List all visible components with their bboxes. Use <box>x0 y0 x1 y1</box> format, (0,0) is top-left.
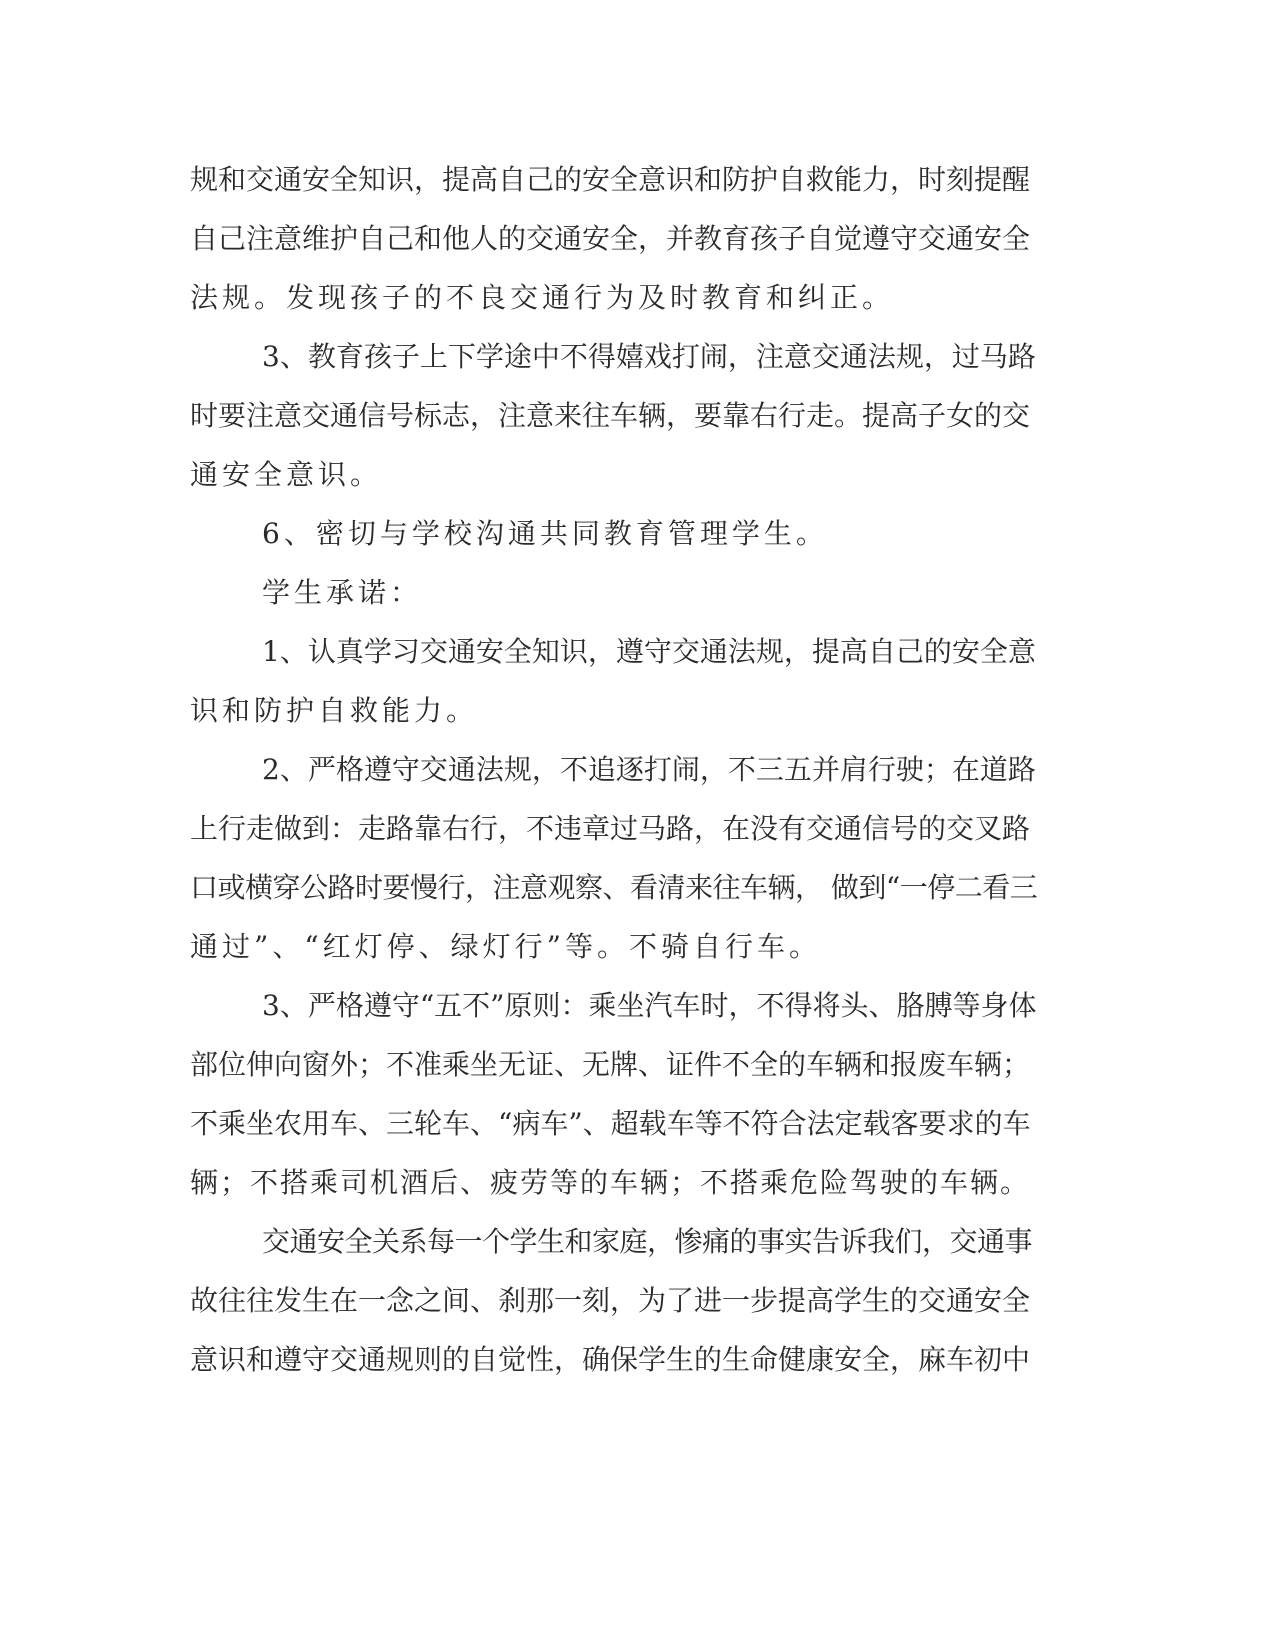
text-line: 6、密切与学校沟通共同教育管理学生。 <box>262 517 828 550</box>
text-line: 3、教育孩子上下学途中不得嬉戏打闹，注意交通法规，过马路 <box>262 340 1036 373</box>
text-line: 自己注意维护自己和他人的交通安全，并教育孩子自觉遵守交通安全 <box>190 222 1031 255</box>
text-line: 交通安全关系每一个学生和家庭，惨痛的事实告诉我们，交通事 <box>262 1225 1033 1258</box>
text-line: 2、严格遵守交通法规，不追逐打闹，不三五并肩行驶；在道路 <box>262 753 1036 786</box>
text-line: 识和防护自救能力。 <box>190 694 479 727</box>
text-line: 辆；不搭乘司机酒后、疲劳等的车辆；不搭乘危险驾驶的车辆。 <box>190 1166 1031 1199</box>
text-line: 口或横穿公路时要慢行，注意观察、看清来往车辆， 做到“一停二看三 <box>190 871 1038 904</box>
section-heading: 学生承诺： <box>262 576 423 609</box>
text-line: 部位伸向窗外；不准乘坐无证、无牌、证件不全的车辆和报废车辆； <box>190 1048 1031 1081</box>
text-line: 上行走做到：走路靠右行，不违章过马路，在没有交通信号的交叉路 <box>190 812 1031 845</box>
text-line: 通过”、“红灯停、绿灯行”等。不骑自行车。 <box>190 930 821 963</box>
text-line: 3、严格遵守“五不”原则：乘坐汽车时，不得将头、胳膊等身体 <box>262 989 1037 1022</box>
text-line: 故往往发生在一念之间、刹那一刻，为了进一步提高学生的交通安全 <box>190 1284 1031 1317</box>
text-line: 时要注意交通信号标志，注意来往车辆，要靠右行走。提高子女的交 <box>190 399 1031 432</box>
text-line: 不乘坐农用车、三轮车、“病车”、超载车等不符合法定载客要求的车 <box>190 1107 1031 1140</box>
text-line: 规和交通安全知识，提高自己的安全意识和防护自救能力，时刻提醒 <box>190 163 1031 196</box>
text-line: 法规。发现孩子的不良交通行为及时教育和纠正。 <box>190 281 895 314</box>
text-line: 1、认真学习交通安全知识，遵守交通法规，提高自己的安全意 <box>262 635 1036 668</box>
text-line: 通安全意识。 <box>190 458 383 491</box>
text-line: 意识和遵守交通规则的自觉性，确保学生的生命健康安全，麻车初中 <box>190 1343 1031 1376</box>
